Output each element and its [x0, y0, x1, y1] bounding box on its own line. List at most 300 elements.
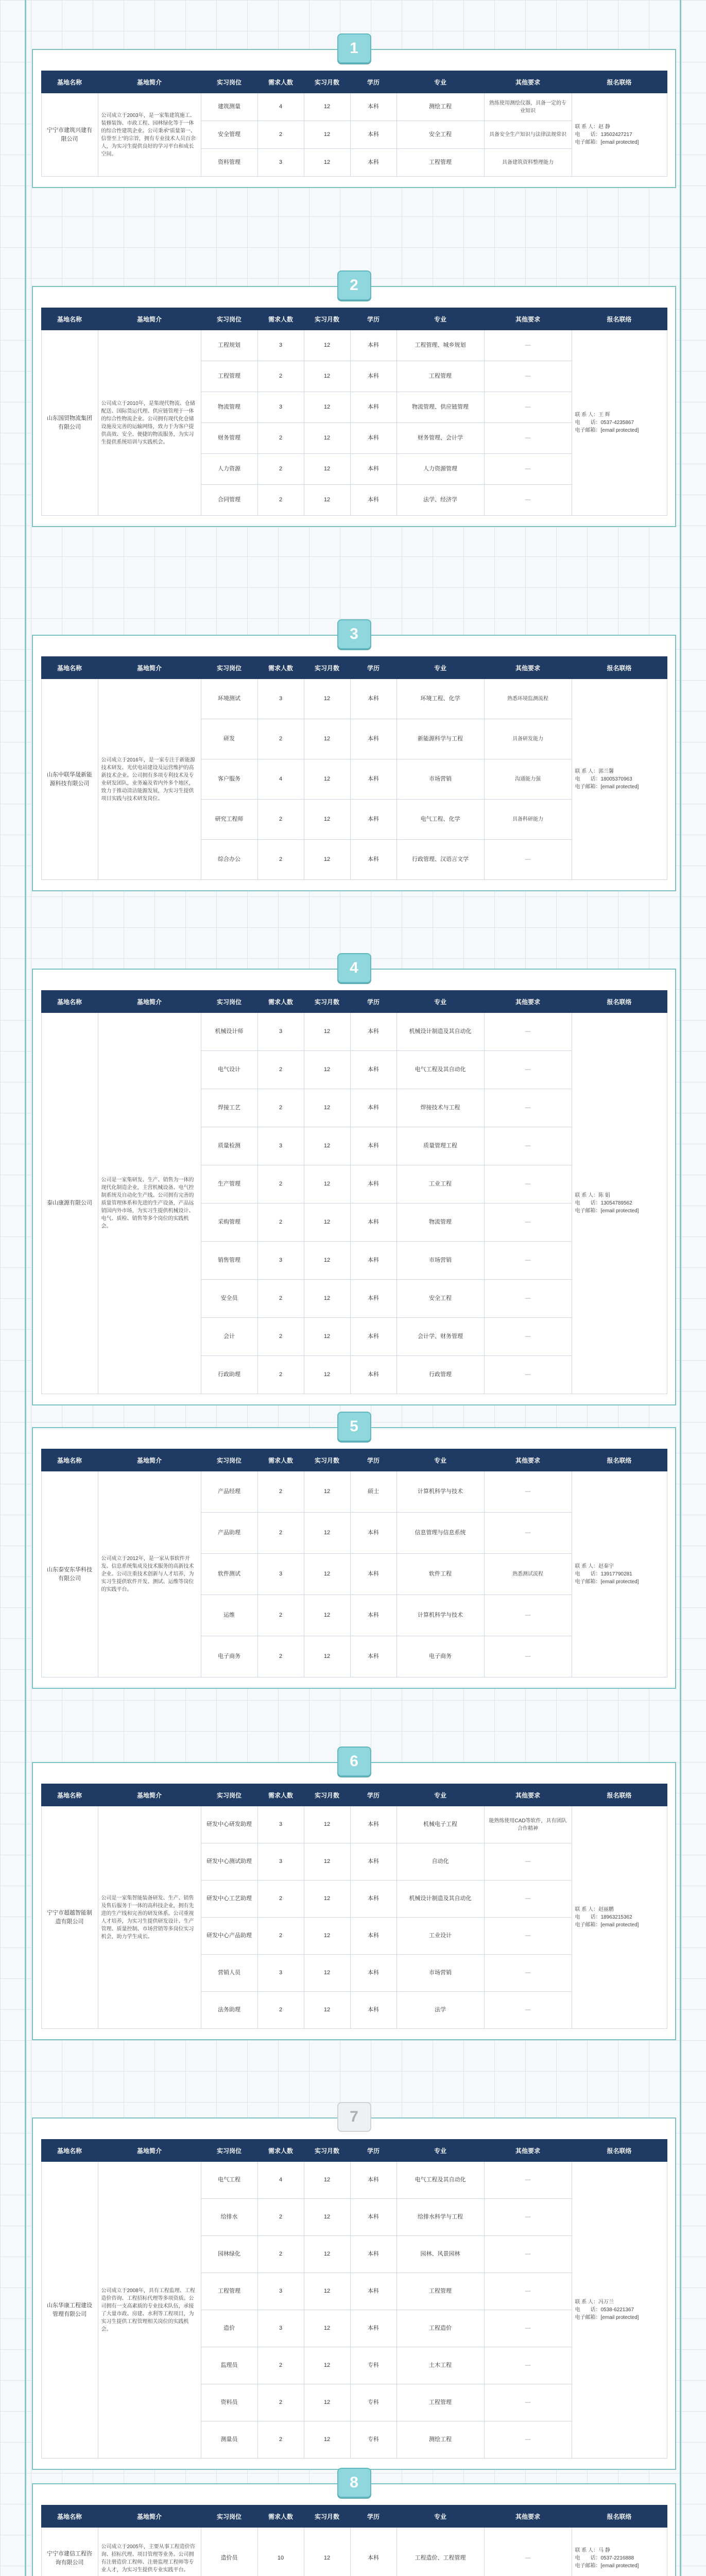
months-cell: 12 [304, 2199, 350, 2236]
degree-cell: 本科 [350, 1013, 397, 1051]
headcount-cell: 2 [257, 2347, 304, 2384]
column-header: 基地简介 [98, 71, 201, 93]
column-header: 报名联络 [572, 657, 667, 679]
contact-info: 联 系 人：陈 娟 电 话：13054789562 电子邮箱：[email protected] [572, 1013, 667, 1394]
major-cell: 工程造价 [397, 2310, 484, 2347]
position-cell: 行政助理 [201, 1356, 257, 1394]
major-cell: 电气工程及其自动化 [397, 2162, 484, 2199]
headcount-cell: 3 [257, 330, 304, 361]
headcount-cell: 4 [257, 93, 304, 121]
column-header: 基地名称 [41, 71, 98, 93]
major-cell: 市场营销 [397, 759, 484, 800]
base-intro: 公司成立于2012年，是一家从事软件开发、信息系统集成及技术服务的高新技术企业。公司注重技术创新与人才培养，为实习生提供软件开发、测试、运维等岗位的实践平台。 [98, 1471, 201, 1677]
major-cell: 行政管理 [397, 1356, 484, 1394]
headcount-cell: 2 [257, 1471, 304, 1513]
position-cell: 研究工程师 [201, 800, 257, 840]
position-cell: 销售管理 [201, 1242, 257, 1280]
major-cell: 电子商务 [397, 1636, 484, 1677]
months-cell: 12 [304, 2384, 350, 2421]
headcount-cell: 3 [257, 2273, 304, 2310]
major-cell: 计算机科学与技术 [397, 1471, 484, 1513]
requirement-cell: — [484, 1051, 572, 1089]
base-name: 泰山康源有限公司 [41, 1013, 98, 1394]
base-intro: 公司成立于2010年，是集现代物流、仓储配送、国际货运代理、供应链管理于一体的综合性物流企业。公司拥有现代化仓储设施及完善的运输网络，致力于为客户提供高效、安全、便捷的物流服务，为实习生提供系统培训与实践机会。 [98, 330, 201, 516]
column-header: 实习月数 [304, 71, 350, 93]
column-header: 专业 [397, 1449, 484, 1471]
column-header: 实习月数 [304, 657, 350, 679]
column-header: 实习月数 [304, 2505, 350, 2528]
major-cell: 土木工程 [397, 2347, 484, 2384]
column-header: 基地简介 [98, 657, 201, 679]
base-name: 宁宁市超越智能制造有限公司 [41, 1806, 98, 2029]
requirement-cell: — [484, 1992, 572, 2029]
section-card [32, 959, 676, 1405]
table-row [41, 1806, 667, 1843]
base-intro: 公司成立于2016年，是一家专注于新能源技术研发、光伏电站建设及运营维护的高新技术企业。公司拥有多项专利技术及专业研发团队，业务遍及省内外多个地区，致力于推动清洁能源发展，为实习生提供项目实践与技术研发岗位。 [98, 679, 201, 880]
position-cell: 电气设计 [201, 1051, 257, 1089]
requirement-cell: 能熟练使用CAD等软件，具有团队合作精神 [484, 1806, 572, 1843]
right-rail [680, 0, 681, 2576]
column-header: 实习岗位 [201, 657, 257, 679]
position-cell: 造价员 [201, 2528, 257, 2576]
degree-cell: 本科 [350, 800, 397, 840]
base-intro: 公司是一家集智能装备研发、生产、销售及售后服务于一体的高科技企业，拥有先进的生产线和完善的研发体系。公司重视人才培养，为实习生提供研发设计、生产管理、质量控制、市场营销等多岗位实习机会，助力学生成长。 [98, 1806, 201, 2029]
base-intro: 公司成立于2005年，主要从事工程造价咨询、招标代理、项目管理等业务。公司拥有注册造价工程师、注册监理工程师等专业人才，为实习生提供专业实践平台。 [98, 2528, 201, 2576]
column-header: 学历 [350, 1784, 397, 1806]
major-cell: 财务管理、会计学 [397, 423, 484, 454]
headcount-cell: 4 [257, 2162, 304, 2199]
months-cell: 12 [304, 423, 350, 454]
major-cell: 信息管理与信息系统 [397, 1513, 484, 1554]
requirement-cell: — [484, 1242, 572, 1280]
degree-cell: 本科 [350, 1554, 397, 1595]
position-cell: 安全管理 [201, 121, 257, 149]
headcount-cell: 2 [257, 800, 304, 840]
column-header: 报名联络 [572, 1449, 667, 1471]
major-cell: 市场营销 [397, 1955, 484, 1992]
major-cell: 物流管理 [397, 1204, 484, 1242]
major-cell: 法学、经济学 [397, 485, 484, 516]
position-cell: 采购管理 [201, 1204, 257, 1242]
months-cell: 12 [304, 800, 350, 840]
degree-cell: 本科 [350, 330, 397, 361]
column-header: 专业 [397, 308, 484, 330]
position-cell: 物流管理 [201, 392, 257, 423]
requirement-cell: 具备建筑资料整理能力 [484, 149, 572, 177]
major-cell: 质量管理工程 [397, 1127, 484, 1165]
position-cell: 电子商务 [201, 1636, 257, 1677]
column-header: 基地简介 [98, 1449, 201, 1471]
requirement-cell: 具备研发能力 [484, 719, 572, 759]
headcount-cell: 2 [257, 485, 304, 516]
degree-cell: 本科 [350, 679, 397, 719]
column-header: 其他要求 [484, 2140, 572, 2162]
requirement-cell: 熟悉测试流程 [484, 1554, 572, 1595]
base-name: 山东国贸物流集团有限公司 [41, 330, 98, 516]
degree-cell: 本科 [350, 1204, 397, 1242]
section-number-badge: 5 [337, 1412, 371, 1442]
major-cell: 测绘工程 [397, 93, 484, 121]
requirement-cell: — [484, 840, 572, 880]
requirement-cell: — [484, 2528, 572, 2576]
position-cell: 财务管理 [201, 423, 257, 454]
degree-cell: 本科 [350, 759, 397, 800]
position-cell: 产品助理 [201, 1513, 257, 1554]
column-header: 学历 [350, 1449, 397, 1471]
column-header: 报名联络 [572, 2505, 667, 2528]
degree-cell: 本科 [350, 1880, 397, 1918]
headcount-cell: 2 [257, 1880, 304, 1918]
column-header: 基地简介 [98, 1784, 201, 1806]
degree-cell: 本科 [350, 1955, 397, 1992]
table-row [41, 1471, 667, 1513]
degree-cell: 本科 [350, 93, 397, 121]
degree-cell: 本科 [350, 1806, 397, 1843]
contact-info: 联 系 人：赵 静 电 话：13502427217 电子邮箱：[email protected] [572, 93, 667, 177]
degree-cell: 本科 [350, 1843, 397, 1880]
position-cell: 资料管理 [201, 149, 257, 177]
requirement-cell: — [484, 2347, 572, 2384]
months-cell: 12 [304, 2162, 350, 2199]
degree-cell: 本科 [350, 2310, 397, 2347]
major-cell: 安全工程 [397, 1280, 484, 1318]
position-cell: 研发中心工艺助理 [201, 1880, 257, 1918]
column-header: 实习月数 [304, 991, 350, 1013]
headcount-cell: 2 [257, 423, 304, 454]
major-cell: 工程管理 [397, 149, 484, 177]
requirement-cell: 具备安全生产知识与法律法规常识 [484, 121, 572, 149]
requirement-cell: — [484, 2310, 572, 2347]
requirement-cell: — [484, 1513, 572, 1554]
base-name: 宁宁市建信工程咨询有限公司 [41, 2528, 98, 2576]
requirement-cell: — [484, 330, 572, 361]
position-cell: 软件测试 [201, 1554, 257, 1595]
months-cell: 12 [304, 149, 350, 177]
headcount-cell: 2 [257, 1356, 304, 1394]
requirement-cell: — [484, 1595, 572, 1636]
column-header: 需求人数 [257, 1784, 304, 1806]
requirement-cell: — [484, 1955, 572, 1992]
column-header: 需求人数 [257, 991, 304, 1013]
column-header: 需求人数 [257, 2140, 304, 2162]
column-header: 报名联络 [572, 2140, 667, 2162]
requirement-cell: — [484, 1880, 572, 1918]
degree-cell: 本科 [350, 1127, 397, 1165]
major-cell: 市场营销 [397, 1242, 484, 1280]
internship-table [41, 1784, 667, 2029]
headcount-cell: 3 [257, 1955, 304, 1992]
degree-cell: 硕士 [350, 1471, 397, 1513]
position-cell: 综合办公 [201, 840, 257, 880]
requirement-cell: — [484, 1280, 572, 1318]
position-cell: 环境测试 [201, 679, 257, 719]
column-header: 专业 [397, 991, 484, 1013]
requirement-cell: 熟练使用测绘仪器，具备一定的专业知识 [484, 93, 572, 121]
headcount-cell: 3 [257, 1013, 304, 1051]
column-header: 学历 [350, 2505, 397, 2528]
major-cell: 工程管理 [397, 361, 484, 392]
position-cell: 生产管理 [201, 1165, 257, 1204]
headcount-cell: 2 [257, 1280, 304, 1318]
requirement-cell: — [484, 423, 572, 454]
months-cell: 12 [304, 1165, 350, 1204]
column-header: 需求人数 [257, 308, 304, 330]
months-cell: 12 [304, 1554, 350, 1595]
headcount-cell: 2 [257, 719, 304, 759]
section-card [32, 2108, 676, 2470]
degree-cell: 本科 [350, 2528, 397, 2576]
contact-info: 联 系 人：赵丽鹏 电 话：18963215362 电子邮箱：[email protected] [572, 1806, 667, 2029]
months-cell: 12 [304, 1955, 350, 1992]
major-cell: 测绘工程 [397, 2421, 484, 2459]
section-card [32, 2474, 676, 2576]
requirement-cell: 熟悉环境监测流程 [484, 679, 572, 719]
months-cell: 12 [304, 2347, 350, 2384]
position-cell: 焊接工艺 [201, 1089, 257, 1127]
requirement-cell: — [484, 2384, 572, 2421]
column-header: 基地名称 [41, 657, 98, 679]
column-header: 基地简介 [98, 2140, 201, 2162]
column-header: 专业 [397, 2505, 484, 2528]
column-header: 基地名称 [41, 991, 98, 1013]
column-header: 基地简介 [98, 308, 201, 330]
months-cell: 12 [304, 485, 350, 516]
column-header: 其他要求 [484, 1449, 572, 1471]
degree-cell: 专科 [350, 2347, 397, 2384]
base-name: 宁宁市建筑兴建有限公司 [41, 93, 98, 177]
degree-cell: 本科 [350, 2162, 397, 2199]
degree-cell: 本科 [350, 1242, 397, 1280]
position-cell: 工程管理 [201, 361, 257, 392]
requirement-cell: — [484, 1013, 572, 1051]
column-header: 其他要求 [484, 1784, 572, 1806]
position-cell: 监理员 [201, 2347, 257, 2384]
months-cell: 12 [304, 1051, 350, 1089]
column-header: 学历 [350, 71, 397, 93]
degree-cell: 本科 [350, 485, 397, 516]
major-cell: 电气工程、化学 [397, 800, 484, 840]
contact-info: 联 系 人：郭兰馨 电 话：18005370963 电子邮箱：[email protected] [572, 679, 667, 880]
column-header: 报名联络 [572, 1784, 667, 1806]
internship-table [41, 2505, 667, 2576]
major-cell: 工业设计 [397, 1918, 484, 1955]
headcount-cell: 2 [257, 1089, 304, 1127]
section-card [32, 625, 676, 891]
major-cell: 环境工程、化学 [397, 679, 484, 719]
position-cell: 合同管理 [201, 485, 257, 516]
headcount-cell: 2 [257, 1513, 304, 1554]
headcount-cell: 2 [257, 1165, 304, 1204]
headcount-cell: 3 [257, 1554, 304, 1595]
position-cell: 工程规划 [201, 330, 257, 361]
base-name: 山东泰安东华科技有限公司 [41, 1471, 98, 1677]
internship-table [41, 71, 667, 177]
headcount-cell: 2 [257, 1204, 304, 1242]
months-cell: 12 [304, 1356, 350, 1394]
degree-cell: 本科 [350, 1918, 397, 1955]
major-cell: 计算机科学与技术 [397, 1595, 484, 1636]
position-cell: 营销人员 [201, 1955, 257, 1992]
position-cell: 研发中心研发助理 [201, 1806, 257, 1843]
requirement-cell: — [484, 392, 572, 423]
position-cell: 研发 [201, 719, 257, 759]
contact-info: 联 系 人：马 静 电 话：0537-2216888 电子邮箱：[email protected] [572, 2528, 667, 2576]
major-cell: 新能源科学与工程 [397, 719, 484, 759]
headcount-cell: 3 [257, 679, 304, 719]
months-cell: 12 [304, 1204, 350, 1242]
headcount-cell: 2 [257, 454, 304, 485]
column-header: 实习月数 [304, 308, 350, 330]
position-cell: 给排水 [201, 2199, 257, 2236]
contact-info: 联 系 人：赵秦宇 电 话：13917790281 电子邮箱：[email protected] [572, 1471, 667, 1677]
major-cell: 人力资源管理 [397, 454, 484, 485]
degree-cell: 本科 [350, 1165, 397, 1204]
column-header: 实习岗位 [201, 1449, 257, 1471]
column-header: 需求人数 [257, 2505, 304, 2528]
months-cell: 12 [304, 1318, 350, 1356]
major-cell: 自动化 [397, 1843, 484, 1880]
degree-cell: 本科 [350, 1513, 397, 1554]
requirement-cell: — [484, 1089, 572, 1127]
headcount-cell: 3 [257, 1242, 304, 1280]
headcount-cell: 3 [257, 1806, 304, 1843]
requirement-cell: — [484, 1636, 572, 1677]
months-cell: 12 [304, 1880, 350, 1918]
requirement-cell: — [484, 1204, 572, 1242]
months-cell: 12 [304, 2528, 350, 2576]
degree-cell: 本科 [350, 423, 397, 454]
months-cell: 12 [304, 1242, 350, 1280]
column-header: 基地名称 [41, 1449, 98, 1471]
requirement-cell: — [484, 1165, 572, 1204]
position-cell: 资料员 [201, 2384, 257, 2421]
column-header: 专业 [397, 1784, 484, 1806]
months-cell: 12 [304, 93, 350, 121]
requirement-cell: — [484, 1318, 572, 1356]
table-row [41, 2162, 667, 2199]
months-cell: 12 [304, 719, 350, 759]
headcount-cell: 2 [257, 121, 304, 149]
headcount-cell: 2 [257, 2236, 304, 2273]
degree-cell: 本科 [350, 1280, 397, 1318]
column-header: 基地简介 [98, 991, 201, 1013]
column-header: 基地简介 [98, 2505, 201, 2528]
major-cell: 法学 [397, 1992, 484, 2029]
months-cell: 12 [304, 679, 350, 719]
column-header: 学历 [350, 2140, 397, 2162]
internship-table [41, 1449, 667, 1677]
position-cell: 工程管理 [201, 2273, 257, 2310]
position-cell: 建筑测量 [201, 93, 257, 121]
table-row [41, 1013, 667, 1051]
base-intro: 公司成立于2003年，是一家集建筑施工、装修装饰、市政工程、园林绿化等于一体的综合性建筑企业。公司秉承“质量第一、信誉至上”的宗旨，拥有专业技术人员百余人，为实习生提供良好的学习平台和成长空间。 [98, 93, 201, 177]
headcount-cell: 2 [257, 2199, 304, 2236]
column-header: 报名联络 [572, 991, 667, 1013]
contact-info: 联 系 人：冯万兰 电 话：0538-6221367 电子邮箱：[email protected] [572, 2162, 667, 2459]
section-number-badge: 1 [337, 33, 371, 63]
headcount-cell: 2 [257, 1051, 304, 1089]
column-header: 专业 [397, 2140, 484, 2162]
major-cell: 机械设计制造及其自动化 [397, 1013, 484, 1051]
table-row [41, 679, 667, 719]
major-cell: 机械电子工程 [397, 1806, 484, 1843]
position-cell: 产品经理 [201, 1471, 257, 1513]
degree-cell: 本科 [350, 1089, 397, 1127]
position-cell: 造价 [201, 2310, 257, 2347]
headcount-cell: 2 [257, 1636, 304, 1677]
section-card [32, 1753, 676, 2040]
column-header: 其他要求 [484, 308, 572, 330]
months-cell: 12 [304, 392, 350, 423]
position-cell: 园林绿化 [201, 2236, 257, 2273]
position-cell: 人力资源 [201, 454, 257, 485]
major-cell: 给排水科学与工程 [397, 2199, 484, 2236]
degree-cell: 本科 [350, 1595, 397, 1636]
major-cell: 园林、风景园林 [397, 2236, 484, 2273]
headcount-cell: 2 [257, 2421, 304, 2459]
degree-cell: 本科 [350, 392, 397, 423]
headcount-cell: 3 [257, 392, 304, 423]
requirement-cell: 具备科研能力 [484, 800, 572, 840]
headcount-cell: 3 [257, 1843, 304, 1880]
months-cell: 12 [304, 1636, 350, 1677]
column-header: 专业 [397, 657, 484, 679]
months-cell: 12 [304, 1513, 350, 1554]
requirement-cell: — [484, 1918, 572, 1955]
degree-cell: 本科 [350, 361, 397, 392]
internship-table [41, 308, 667, 516]
table-row [41, 330, 667, 361]
column-header: 实习岗位 [201, 2140, 257, 2162]
position-cell: 安全员 [201, 1280, 257, 1318]
degree-cell: 本科 [350, 719, 397, 759]
column-header: 实习月数 [304, 1784, 350, 1806]
major-cell: 安全工程 [397, 121, 484, 149]
internship-table [41, 2139, 667, 2459]
column-header: 学历 [350, 308, 397, 330]
requirement-cell: — [484, 1471, 572, 1513]
requirement-cell: — [484, 2199, 572, 2236]
headcount-cell: 3 [257, 149, 304, 177]
requirement-cell: 沟通能力强 [484, 759, 572, 800]
degree-cell: 本科 [350, 2199, 397, 2236]
major-cell: 工程管理 [397, 2273, 484, 2310]
headcount-cell: 3 [257, 2310, 304, 2347]
requirement-cell: — [484, 2236, 572, 2273]
section-number-badge: 3 [337, 619, 371, 649]
column-header: 其他要求 [484, 2505, 572, 2528]
degree-cell: 专科 [350, 2421, 397, 2459]
requirement-cell: — [484, 2421, 572, 2459]
months-cell: 12 [304, 2236, 350, 2273]
requirement-cell: — [484, 361, 572, 392]
months-cell: 12 [304, 1843, 350, 1880]
column-header: 实习岗位 [201, 2505, 257, 2528]
headcount-cell: 2 [257, 1595, 304, 1636]
headcount-cell: 2 [257, 1918, 304, 1955]
months-cell: 12 [304, 2310, 350, 2347]
degree-cell: 专科 [350, 2384, 397, 2421]
requirement-cell: — [484, 485, 572, 516]
column-header: 其他要求 [484, 991, 572, 1013]
degree-cell: 本科 [350, 121, 397, 149]
position-cell: 运维 [201, 1595, 257, 1636]
internship-table [41, 656, 667, 880]
headcount-cell: 3 [257, 1127, 304, 1165]
position-cell: 客户服务 [201, 759, 257, 800]
headcount-cell: 2 [257, 1992, 304, 2029]
section-card [32, 1418, 676, 1689]
